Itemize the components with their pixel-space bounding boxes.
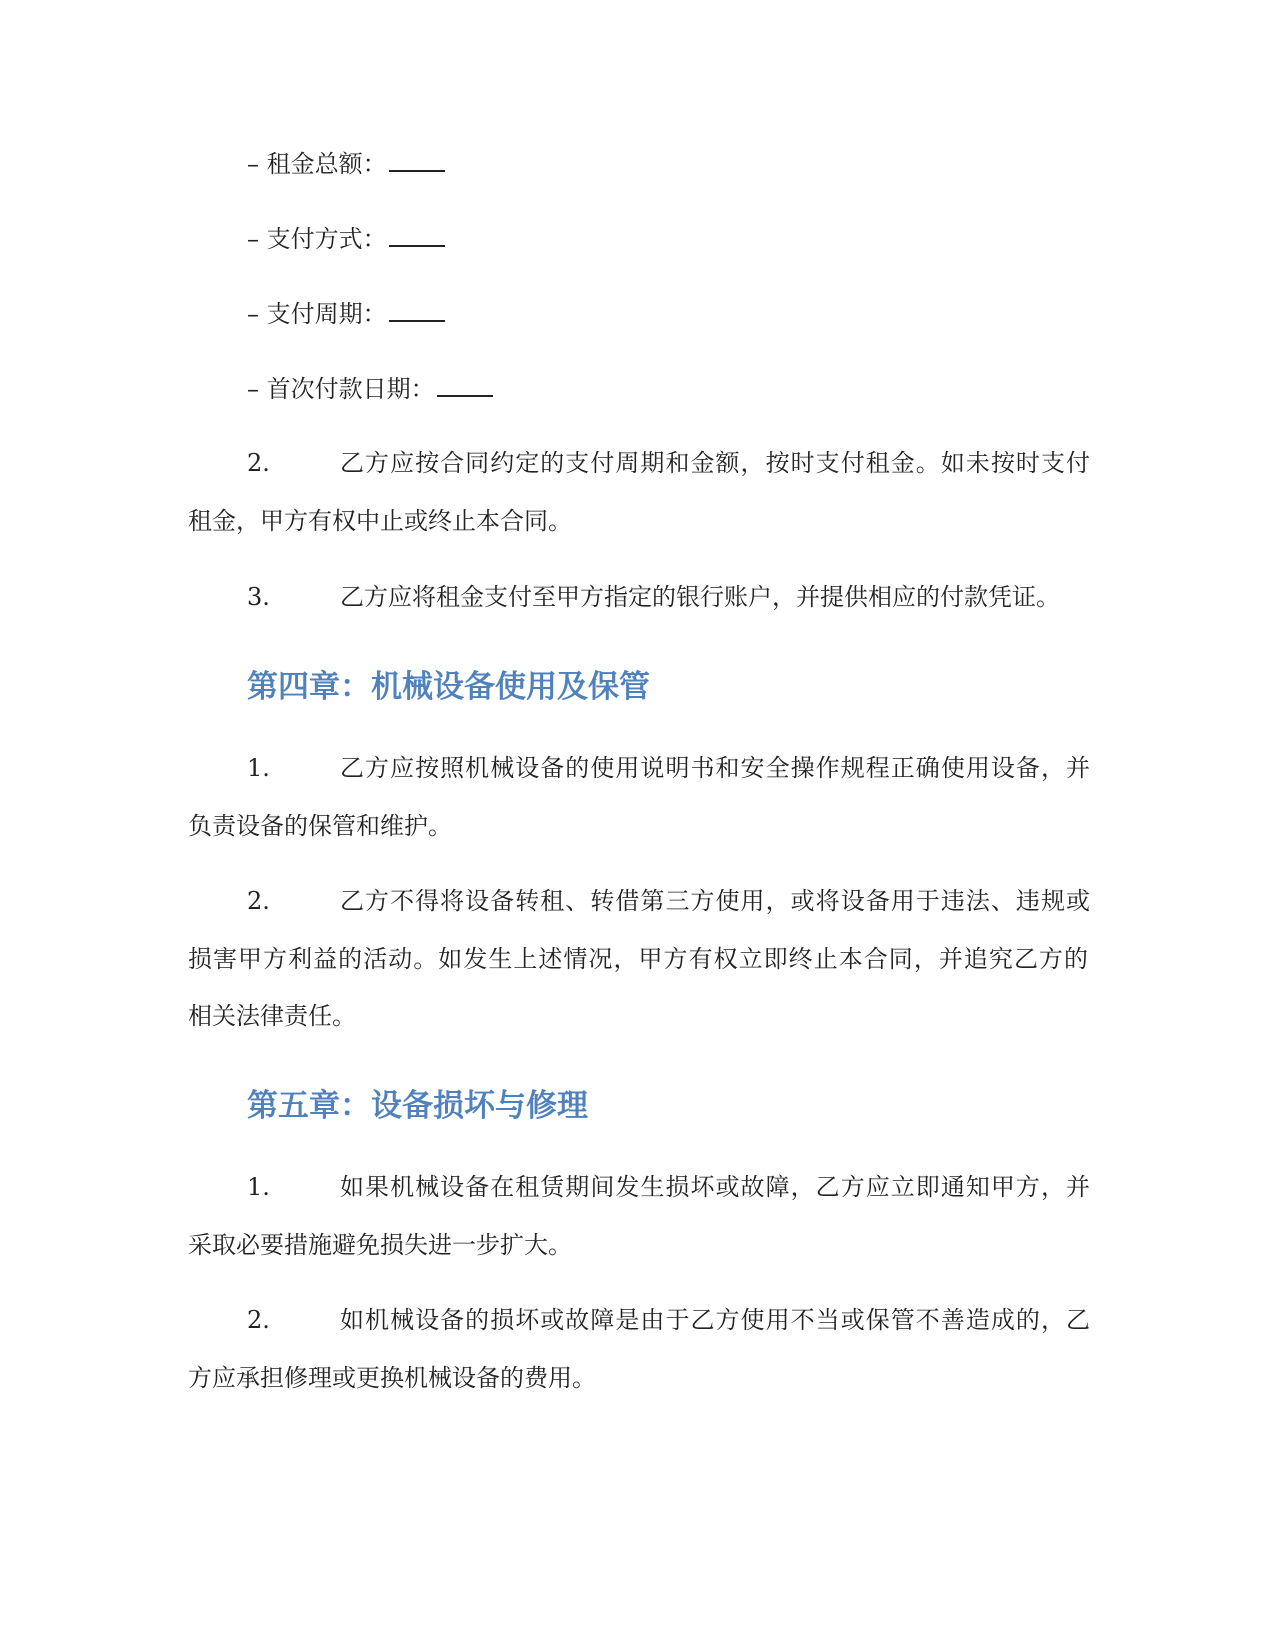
fill-in-blank [389,223,445,247]
field-label: – 支付方式： [247,225,387,253]
clause-text-line: 租金，甲方有权中止或终止本合同。 [188,507,572,535]
fill-in-blank [389,298,445,322]
chapter-heading: 第四章：机械设备使用及保管 [247,669,650,705]
field-first-payment-date [247,373,493,405]
clause-text-line: 如果机械设备在租赁期间发生损坏或故障，乙方应立即通知甲方，并 [340,1173,1090,1201]
clause-text-line: 乙方应按合同约定的支付周期和金额，按时支付租金。如未按时支付 [340,449,1090,477]
clause-text-line: 乙方不得将设备转租、转借第三方使用，或将设备用于违法、违规或 [340,887,1090,915]
clause-number: 1. [247,1173,270,1201]
chapter-heading: 第五章：设备损坏与修理 [247,1088,588,1124]
clause-text-line: 方应承担修理或更换机械设备的费用。 [188,1364,596,1392]
clause-text-line: 乙方应按照机械设备的使用说明书和安全操作规程正确使用设备，并 [340,754,1090,782]
clause-number: 2. [247,449,270,477]
clause-text-line: 相关法律责任。 [188,1002,356,1030]
fill-in-blank [389,148,445,172]
field-payment-method [247,223,445,255]
clause-number: 2. [247,1306,270,1334]
clause-text-line: 损害甲方利益的活动。如发生上述情况，甲方有权立即终止本合同，并追究乙方的 [188,945,1088,973]
clause-text-line: 如机械设备的损坏或故障是由于乙方使用不当或保管不善造成的，乙 [340,1306,1090,1334]
clause-text-line: 乙方应将租金支付至甲方指定的银行账户，并提供相应的付款凭证。 [340,583,1060,611]
clause-text-line: 负责设备的保管和维护。 [188,812,452,840]
field-payment-cycle [247,298,445,330]
field-rent-total [247,148,445,180]
clause-number: 1. [247,754,270,782]
clause-text-line: 采取必要措施避免损失进一步扩大。 [188,1231,572,1259]
fill-in-blank [437,373,493,397]
clause-number: 2. [247,887,270,915]
clause-number: 3. [247,583,270,611]
field-label: – 首次付款日期： [247,375,435,403]
field-label: – 租金总额： [247,150,387,178]
field-label: – 支付周期： [247,300,387,328]
